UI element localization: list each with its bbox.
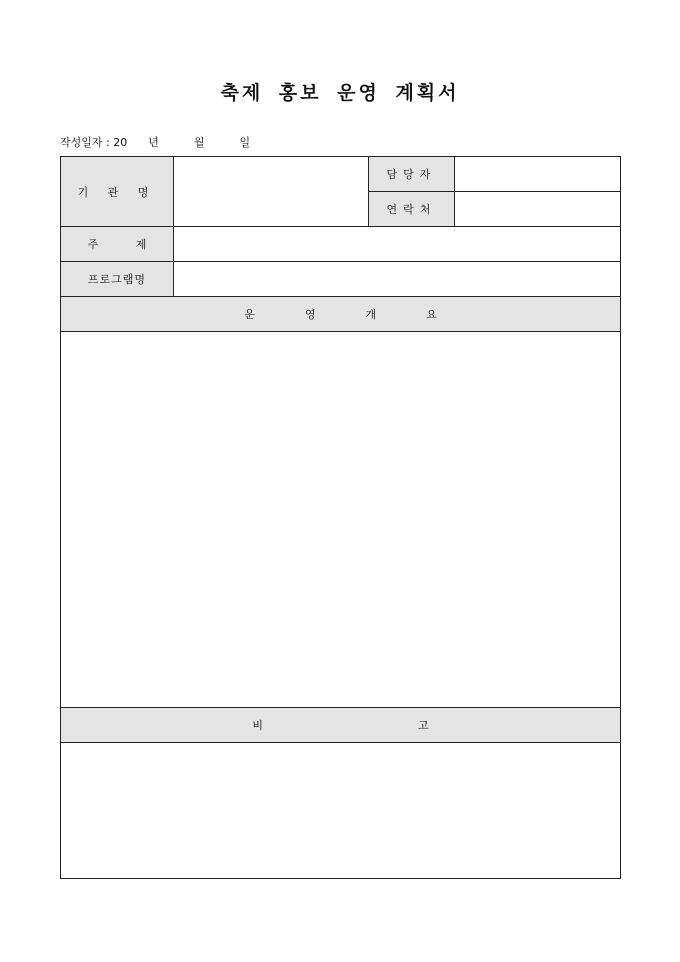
contact-field[interactable] — [455, 192, 621, 227]
overview-header — [61, 297, 621, 332]
topic-label: 주 제 — [61, 227, 174, 262]
day-unit: 일 — [239, 136, 251, 149]
org-label: 기 관 명 — [61, 157, 174, 227]
contact-label: 연락처 — [369, 192, 455, 227]
plan-form-table — [60, 156, 621, 879]
overview-header-char: 개 — [365, 308, 377, 321]
manager-label: 담당자 — [369, 157, 455, 192]
document-title: 축제 홍보 운영 계획서 — [220, 82, 460, 104]
program-field[interactable] — [174, 262, 621, 297]
remarks-body-field[interactable] — [61, 743, 621, 879]
remarks-header-char: 고 — [418, 719, 429, 732]
org-field[interactable] — [174, 157, 369, 227]
topic-field[interactable] — [174, 227, 621, 262]
date-label: 작성일자 : 20 — [60, 136, 128, 149]
date-line — [60, 134, 250, 150]
remarks-header-char: 비 — [252, 719, 263, 732]
program-label: 프로그램명 — [61, 262, 174, 297]
overview-body-field[interactable] — [61, 332, 621, 708]
manager-field[interactable] — [455, 157, 621, 192]
overview-header-char: 요 — [426, 308, 437, 321]
overview-header-char: 운 — [244, 308, 255, 321]
overview-header-char: 영 — [304, 308, 316, 321]
remarks-header — [61, 708, 621, 743]
year-unit: 년 — [148, 136, 159, 149]
month-unit: 월 — [193, 136, 205, 149]
